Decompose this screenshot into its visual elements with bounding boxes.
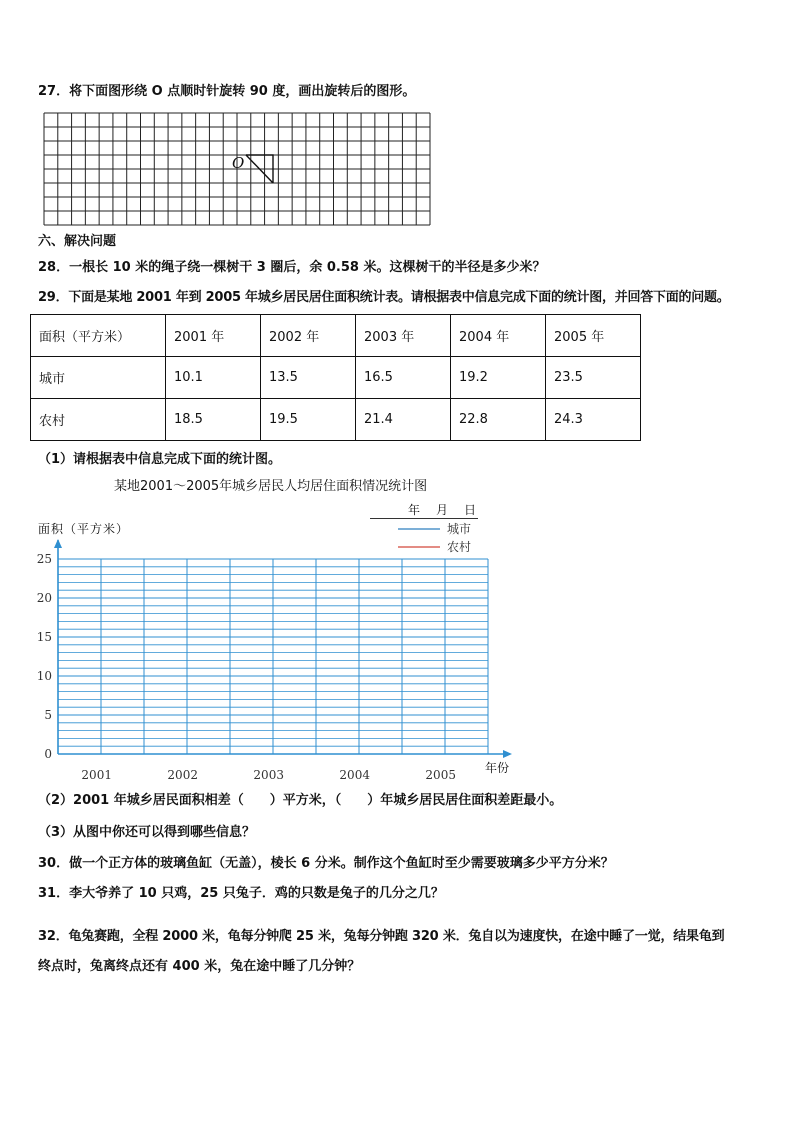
question-31: 31．李大爷养了 10 只鸡，25 只兔子．鸡的只数是兔子的几分之几？ [38,886,444,901]
question-32-line2: 终点时，兔离终点还有 400 米，兔在途中睡了几分钟？ [38,959,361,974]
table-cell: 16.5 [356,357,451,399]
question-28: 28．一根长 10 米的绳子绕一棵树干 3 圈后，余 0.58 米。这棵树干的半径是多少米？ [38,260,546,275]
chart-grid [58,559,488,754]
table-cell: 18.5 [166,399,261,441]
y-tick-label: 5 [44,708,52,722]
question-30: 30．做一个正方体的玻璃鱼缸（无盖），棱长 6 分米。制作这个鱼缸时至少需要玻璃多少平方分米？ [38,856,614,871]
question-27: 27．将下面图形绕 O 点顺时针旋转 90 度，画出旋转后的图形。 [38,84,416,99]
shape-diagonal [246,155,273,183]
y-tick-label: 0 [44,747,52,761]
y-tick-label: 10 [36,669,52,683]
y-tick-label: 20 [36,591,52,605]
legend-label: 农村 [447,540,472,554]
y-axis-arrow [54,539,62,548]
table-cell: 22.8 [451,399,546,441]
question-29-sub2: （2）2001 年城乡居民面积相差（ ）平方米，（ ）年城乡居民居住面积差距最小。 [38,793,563,808]
table-cell: 24.3 [546,399,641,441]
point-o-label: O [232,154,245,172]
chart-axes [54,539,512,758]
y-tick-label: 15 [36,630,52,644]
shape-outline [246,155,273,183]
chart-legend [398,522,471,554]
question-29: 29．下面是某地 2001 年到 2005 年城乡居民居住面积统计表。请根据表中信息完成下面的统计图，并回答下面的问题。 [38,290,730,305]
table-cell: 19.5 [261,399,356,441]
chart-ticks [37,552,456,782]
table-header-cell: 2002 年 [261,315,356,357]
question-32-line1: 32．龟兔赛跑，全程 2000 米，龟每分钟爬 25 米，兔每分钟跑 320 米．兔自以为速度快，在途中睡了一觉，结果龟到 [38,929,725,944]
section-title: 六、解决问题 [38,234,117,249]
table-header-row [31,315,641,357]
table-cell: 21.4 [356,399,451,441]
rotation-grid [44,113,430,225]
table-cell: 19.2 [451,357,546,399]
x-tick-label: 2003 [253,768,284,782]
table-header-cell: 2005 年 [546,315,641,357]
legend-label: 城市 [447,522,472,536]
table-header-cell: 2004 年 [451,315,546,357]
x-tick-label: 2002 [167,768,198,782]
chart-date-line: 年 月 日 [370,502,478,519]
question-29-sub3: （3）从图中你还可以得到哪些信息？ [38,825,256,840]
y-tick-label: 25 [36,552,52,566]
table-header-cell: 面积（平方米） [31,315,166,357]
question-29-sub1: （1）请根据表中信息完成下面的统计图。 [38,452,282,467]
table-header-cell: 2003 年 [356,315,451,357]
table-cell: 13.5 [261,357,356,399]
table-row-label: 农村 [31,399,166,441]
chart-x-label: 年份 [485,761,510,775]
table-cell: 10.1 [166,357,261,399]
table-row-label: 城市 [31,357,166,399]
x-tick-label: 2004 [339,768,370,782]
chart-y-label: 面积（平方米） [38,522,130,536]
chart-title: 某地2001～2005年城乡居民人均居住面积情况统计图 [114,479,428,494]
x-tick-label: 2005 [425,768,456,782]
area-table [30,314,641,441]
x-tick-label: 2001 [81,768,112,782]
x-axis-arrow [503,750,512,758]
table-header-cell: 2001 年 [166,315,261,357]
table-row-rural [31,399,641,441]
shape-to-rotate [246,155,273,183]
table-cell: 23.5 [546,357,641,399]
table-row-city [31,357,641,399]
